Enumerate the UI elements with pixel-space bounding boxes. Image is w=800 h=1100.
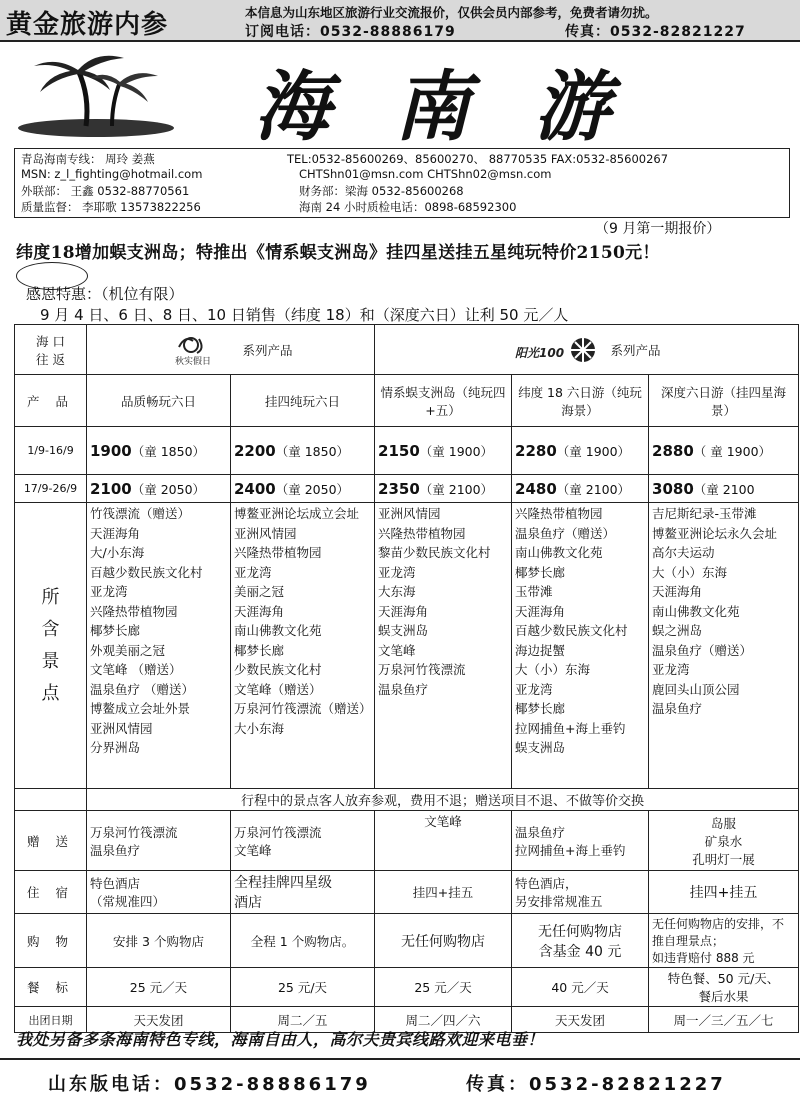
list-item: 南山佛教文化苑: [234, 623, 322, 638]
meal-col-1: [87, 968, 231, 1007]
series-b-header: [375, 325, 799, 375]
price-child: （童 2050）: [275, 481, 350, 497]
contact-line3-left: 外联部： 王鑫 0532-88770561: [21, 184, 190, 198]
list-item: 矿泉水: [704, 833, 743, 849]
route-line1: 海 口: [36, 333, 65, 349]
list-item: 天涯海角: [234, 603, 285, 619]
member-notice: 本信息为山东地区旅游行业交流报价，仅供会员内部参考，免费者请勿扰。: [245, 5, 658, 20]
list-item: 餐后水果: [698, 989, 749, 1004]
shop-col-2: [231, 914, 375, 968]
list-item: 大（小）东海: [652, 564, 728, 580]
contact-line4-right: 海南 24 小时质检电话：0898-68592300: [299, 200, 517, 214]
spots-label-char: 点: [41, 682, 60, 704]
page-title: 海南游: [254, 62, 674, 151]
spots-note: 行程中的景点客人放弃参观，费用不退；赠送项目不退、不做等价交换: [87, 789, 799, 811]
shop-col-3: [375, 914, 512, 968]
list-item: 亚龙湾: [652, 662, 690, 677]
price-adult: 2480: [515, 479, 557, 498]
meal-label: 餐 标: [15, 968, 87, 1007]
product-2: 挂四纯玩六日: [231, 375, 375, 427]
banner: [14, 44, 790, 151]
spots-col-5: [649, 503, 799, 789]
list-item: 特色酒店，: [515, 876, 578, 891]
hotel-col-3: [375, 871, 512, 914]
contact-line4-left: 质量监督： 李耶歌 13573822256: [21, 200, 201, 214]
list-item: 另安排常规准五: [515, 894, 603, 909]
list-item: 鹿回头山顶公园: [652, 681, 740, 697]
spots-label-char: 所: [41, 586, 60, 608]
price-child: （童 1850）: [131, 443, 206, 459]
price-1-2: [231, 427, 375, 475]
price-child: （童 1900）: [419, 443, 494, 459]
depart-col-5: 周一／三／五／七: [649, 1007, 799, 1033]
list-item: 黎苗少数民族文化村: [378, 545, 491, 560]
list-item: 亚洲风情园: [378, 506, 441, 521]
list-item: 兴隆热带植物园: [234, 545, 322, 560]
list-item: 椰梦长廊: [515, 701, 566, 716]
list-item: 孔明灯一展: [692, 851, 755, 867]
list-item: 如违背赔付 888 元: [652, 951, 755, 965]
spots-col-4: [512, 503, 649, 789]
spots-label-char: 含: [41, 618, 60, 640]
list-item: 蜈支洲岛: [515, 740, 566, 755]
hotel-col-2: [231, 871, 375, 914]
hotel-label: 住 宿: [15, 871, 87, 914]
price-adult: 2150: [378, 441, 420, 460]
bottom-slogan: 我处另备多条海南特色专线，海南自由人，高尔夫贵宾线路欢迎来电垂！: [16, 1030, 545, 1049]
series-a-label: 系列产品: [242, 342, 293, 358]
list-item: 海边捉蟹: [515, 642, 566, 658]
list-item: 安排 3 个购物店: [113, 933, 204, 949]
footer-phone: 山东版电话：0532-88886179: [48, 1074, 371, 1095]
list-item: 文笔峰: [234, 842, 272, 858]
gift-col-2: [231, 811, 375, 871]
price-2-1: [87, 475, 231, 503]
list-item: 全程挂牌四星级: [234, 875, 332, 891]
price-2-2: [231, 475, 375, 503]
route-line2: 往 返: [36, 351, 65, 367]
list-item: 万泉河竹筏漂流: [234, 824, 322, 840]
list-item: 无任何购物店的安排，不推自理景点；: [652, 917, 785, 948]
depart-col-2: 周二／五: [231, 1007, 375, 1033]
list-item: （常规准四）: [90, 894, 166, 909]
meal-col-2: [231, 968, 375, 1007]
list-item: 天涯海角: [515, 603, 566, 619]
spots-label: [15, 503, 87, 789]
list-item: 亚龙湾: [515, 681, 553, 697]
subscribe-phone: 订阅电话：0532-88886179: [245, 24, 456, 40]
gift-col-1: [87, 811, 231, 871]
price-2-5: [649, 475, 799, 503]
list-item: 万泉河竹筏漂流: [378, 662, 466, 677]
list-item: 大东海: [378, 584, 416, 599]
spots-col-2: [231, 503, 375, 789]
price-child: （童 2100）: [556, 481, 631, 497]
price-1-1: [87, 427, 231, 475]
price-adult: 2100: [90, 479, 132, 498]
list-item: 温泉鱼疗（赠送）: [515, 525, 616, 541]
list-item: 大（小）东海: [515, 662, 591, 677]
price-2-3: [375, 475, 512, 503]
palm-tree-icon: [16, 46, 176, 138]
depart-col-1: 天天发团: [87, 1007, 231, 1033]
list-item: 亚洲风情园: [90, 720, 153, 736]
list-item: 挂四+挂五: [689, 885, 758, 901]
shop-col-4: [512, 914, 649, 968]
list-item: 温泉鱼疗: [652, 701, 703, 716]
footer-divider: [0, 1058, 800, 1060]
product-4: 纬度 18 六日游（纯玩海景）: [512, 375, 649, 427]
list-item: 大小东海: [234, 720, 285, 736]
list-item: 蜈支洲岛: [378, 623, 429, 638]
list-item: 亚龙湾: [378, 564, 416, 580]
top-bar: [0, 0, 800, 42]
list-item: 百越少数民族文化村: [515, 623, 628, 638]
list-item: 天涯海角: [378, 603, 429, 619]
list-item: 特色酒店: [90, 876, 141, 891]
price-adult: 3080: [652, 479, 694, 498]
list-item: 万泉河竹筏漂流（赠送）: [234, 701, 372, 716]
list-item: 兴隆热带植物园: [515, 506, 603, 521]
list-item: 亚龙湾: [234, 564, 272, 580]
list-item: 吉尼斯纪录-玉带滩: [652, 506, 757, 521]
list-item: 兴隆热带植物园: [90, 603, 178, 619]
list-item: 25 元/天: [277, 980, 328, 995]
price-1-5: [649, 427, 799, 475]
list-item: 天涯海角: [652, 584, 703, 599]
contact-box: [14, 148, 790, 218]
list-item: 文笔峰 （赠送）: [90, 662, 182, 677]
list-item: 亚龙湾: [90, 584, 128, 599]
price-child: （童 2100）: [419, 481, 494, 497]
price-adult: 2280: [515, 441, 557, 460]
price-adult: 2400: [234, 479, 276, 498]
list-item: 椰梦长廊: [90, 623, 141, 638]
price-adult: 2880: [652, 441, 694, 460]
list-item: 岛服: [711, 815, 737, 831]
hotel-col-1: [87, 871, 231, 914]
list-item: 温泉鱼疗（赠送）: [652, 642, 753, 658]
spots-col-1: [87, 503, 231, 789]
list-item: 玉带滩: [515, 584, 553, 599]
contact-line1-right: TEL:0532-85600269、85600270、 88770535 FAX:0532-85600267: [287, 152, 669, 166]
product-5: 深度六日游（挂四星海景）: [649, 375, 799, 427]
spots-col-3: [375, 503, 512, 789]
list-item: 全程 1 个购物店。: [250, 933, 355, 949]
list-item: 竹筏漂流（赠送）: [90, 506, 191, 521]
list-item: 博鳌成立会址外景: [90, 701, 191, 716]
price-adult: 1900: [90, 441, 132, 460]
price-adult: 2200: [234, 441, 276, 460]
price-adult: 2350: [378, 479, 420, 498]
depart-label: 出团日期: [15, 1007, 87, 1033]
list-item: 温泉鱼疗: [515, 824, 566, 840]
price-child: （童 2050）: [131, 481, 206, 497]
sale-note: 9 月 4 日、6 日、8 日、10 日销售（纬度 18）和（深度六日）让利 50 元／人: [40, 306, 569, 324]
shop-col-5: [649, 914, 799, 968]
hotel-col-5: [649, 871, 799, 914]
list-item: 含基金 40 元: [538, 943, 622, 960]
list-item: 温泉鱼疗: [90, 842, 141, 858]
list-item: 椰梦长廊: [234, 642, 285, 658]
contact-line2-left: MSN: z_l_fighting@hotmail.com: [21, 167, 203, 181]
product-label: 产 品: [15, 375, 87, 427]
price-2-4: [512, 475, 649, 503]
headline: 纬度18增加蜈支洲岛；特推出《情系蜈支洲岛》挂四星送挂五星纯玩特价2150元！: [16, 243, 660, 263]
series-b-logo-text: 阳光100: [514, 345, 564, 360]
shop-label: 购 物: [15, 914, 87, 968]
list-item: 大/小东海: [90, 545, 145, 560]
date-range-1: 1/9-16/9: [15, 427, 87, 475]
list-item: 25 元／天: [414, 980, 472, 995]
series-a-header: [87, 325, 375, 375]
list-item: 拉网捕鱼+海上垂钓: [515, 720, 626, 736]
list-item: 分界洲岛: [90, 740, 141, 755]
list-item: 文笔峰: [424, 814, 462, 829]
list-item: 少数民族文化村: [234, 662, 322, 677]
price-child: （童 1850）: [275, 443, 350, 459]
price-table: [14, 324, 799, 1033]
gift-col-3: [375, 811, 512, 871]
list-item: 无任何购物店: [401, 933, 486, 950]
brand-name: 黄金旅游内参: [6, 10, 169, 40]
list-item: 椰梦长廊: [515, 564, 566, 580]
sunshine-logo-icon: [513, 333, 603, 367]
list-item: 博鳌亚洲论坛成立会址: [234, 506, 360, 521]
list-item: 南山佛教文化苑: [515, 545, 603, 560]
list-item: 外观美丽之冠: [90, 642, 166, 658]
list-item: 40 元／天: [551, 980, 609, 995]
list-item: 25 元／天: [129, 980, 188, 995]
meal-col-5: [649, 968, 799, 1007]
contact-line2-right: CHTShn01@msn.com CHTShn02@msn.com: [299, 167, 552, 181]
depart-col-3: 周二／四／六: [375, 1007, 512, 1033]
list-item: 万泉河竹筏漂流: [90, 824, 178, 840]
list-item: 兴隆热带植物园: [378, 525, 466, 541]
footer-fax: 传真：0532-82821227: [466, 1074, 726, 1095]
price-child: （ 童 1900）: [693, 443, 772, 459]
qiushi-logo-icon: [169, 333, 235, 367]
list-item: 特色餐、50 元/天、: [667, 971, 780, 986]
shop-col-1: [87, 914, 231, 968]
date-range-2: 17/9-26/9: [15, 475, 87, 503]
price-child: （童 1900）: [556, 443, 631, 459]
series-a-logo-text: 秋实假日: [174, 356, 211, 367]
header-fax: 传真：0532-82821227: [565, 24, 746, 40]
list-item: 百越少数民族文化村: [90, 564, 203, 580]
list-item: 蜈之洲岛: [652, 623, 703, 638]
list-item: 无任何购物店: [538, 923, 623, 940]
spots-label-char: 景: [41, 650, 60, 672]
hotel-col-4: [512, 871, 649, 914]
price-child: （童 2100: [693, 481, 755, 497]
route-cell: [15, 325, 87, 375]
price-1-3: [375, 427, 512, 475]
gift-col-5: [649, 811, 799, 871]
contact-line3-right: 财务部：梁海 0532-85600268: [299, 184, 464, 198]
gift-col-4: [512, 811, 649, 871]
list-item: 温泉鱼疗: [378, 681, 429, 697]
contact-line1-left: 青岛海南专线： 周玲 姜燕: [21, 152, 155, 166]
list-item: 拉网捕鱼+海上垂钓: [515, 842, 626, 858]
period-label: （9 月第一期报价）: [595, 221, 721, 237]
list-item: 美丽之冠: [234, 584, 285, 599]
list-item: 南山佛教文化苑: [652, 603, 740, 619]
list-item: 亚洲风情园: [234, 525, 297, 541]
list-item: 天涯海角: [90, 525, 141, 541]
list-item: 文笔峰（赠送）: [234, 681, 322, 697]
list-item: 博鳌亚洲论坛永久会址: [652, 525, 778, 541]
meal-col-4: [512, 968, 649, 1007]
list-item: 文笔峰: [378, 642, 416, 658]
depart-col-4: 天天发团: [512, 1007, 649, 1033]
list-item: 高尔夫运动: [652, 545, 715, 560]
note-spacer: [15, 789, 87, 811]
list-item: 挂四+挂五: [412, 885, 474, 900]
price-1-4: [512, 427, 649, 475]
list-item: 酒店: [234, 895, 262, 911]
product-1: 品质畅玩六日: [87, 375, 231, 427]
thanks-offer: 感恩特惠：（机位有限）: [26, 285, 184, 303]
gift-label: 赠 送: [15, 811, 87, 871]
series-b-label: 系列产品: [610, 342, 661, 358]
meal-col-3: [375, 968, 512, 1007]
list-item: 温泉鱼疗 （赠送）: [90, 681, 194, 697]
product-3: 情系蜈支洲岛（纯玩四+五）: [375, 375, 512, 427]
